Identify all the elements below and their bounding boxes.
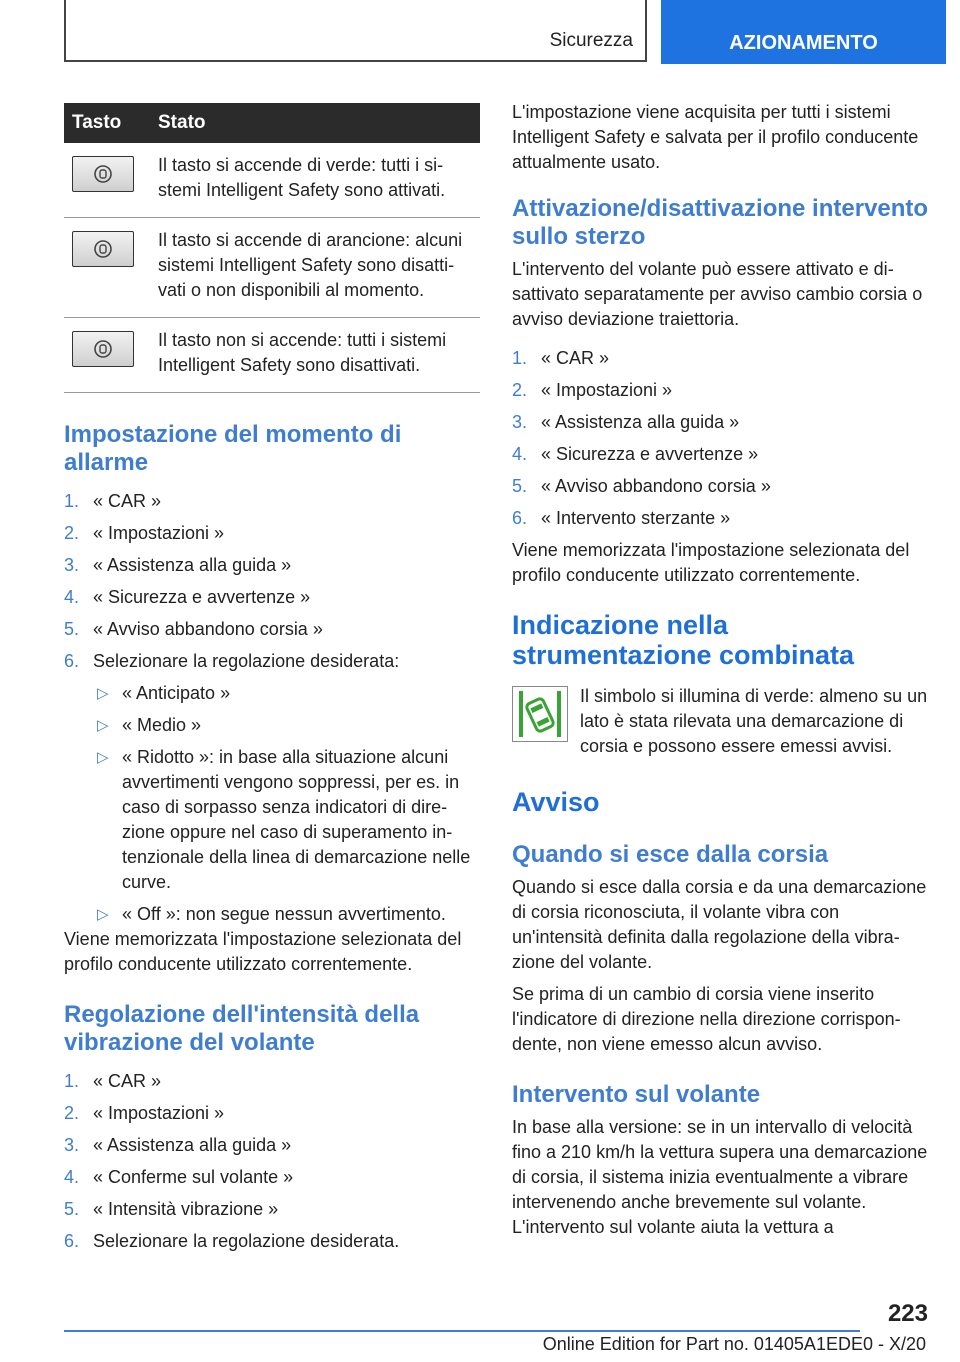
safety-button-icon [72,231,134,267]
left-column [64,100,480,1261]
right-column [512,100,932,1240]
warning-heading: Avviso [512,787,600,817]
list-item: 6. « Intervento sterzante » [512,508,731,528]
header-section-title: Sicurezza [549,30,633,51]
alarm-options [93,681,480,927]
triangle-bullet-icon: ▷ [97,749,109,766]
list-item: ▷ « Anticipato » [93,681,480,706]
list-item: 5. « Avviso abbandono corsia » [64,619,323,639]
alarm-heading: Impostazione del momento di allarme [64,421,402,476]
alarm-steps [64,489,480,927]
table-cell-state: Il tasto si accende di arancione: alcuni sistemi Intelligent Safety sono disattivati o non disponibili al momento. [150,218,480,318]
steer-steps [512,346,932,531]
status-table [64,103,480,393]
steer-text: L'intervento del volante può essere attivato e disattivato separatamente per avviso cambio corsia o avviso deviazione traiettoria. [512,259,923,329]
footer-edition: Online Edition for Part no. 01405A1EDE0 - X/20 [542,1334,926,1354]
triangle-bullet-icon: ▷ [97,685,109,702]
page-number: 223 [887,1300,928,1327]
list-item: ▷ « Medio » [93,713,480,738]
table-header-key: Tasto [64,103,150,143]
table-row [64,143,480,218]
list-item: 1. « CAR » [64,491,162,511]
list-item: ▷ « Ridotto »: in base alla situazione alcuni avvertimenti vengono soppressi, per es. in caso di sorpasso senza indicatori di direzione oppure nel caso di superamento intenzionale della linea di demarcazione nelle curve. [97,747,471,892]
intro-text: L'impostazione viene acquisita per tutti i sistemi Intelligent Safety e salvata per il profilo conducente attualmente usato. [512,102,919,172]
table-header-state: Stato [150,103,480,143]
leaving-lane-text-2: Se prima di un cambio di corsia viene inserito l'indicatore di direzione nella direzione corrispondente, non viene emesso alcun avviso. [512,984,901,1054]
list-item: 2. « Impostazioni » [64,1103,225,1123]
header-section-box [64,0,647,62]
footer-divider [64,1330,860,1332]
leaving-lane-heading: Quando si esce dalla corsia [512,841,829,868]
display-symbol-row [512,684,932,759]
list-item: 4. « Conferme sul volante » [64,1167,294,1187]
display-text: Il simbolo si illumina di verde: almeno su un lato è stata rilevata una demarcazione di corsia e possono essere emessi avvisi. [580,686,928,756]
steer-note: Viene memorizzata l'impostazione selezionata del profilo conducente utilizzato correntemente. [512,540,910,585]
safety-button-icon [72,331,134,367]
triangle-bullet-icon: ▷ [97,906,109,923]
header-chapter-title: AZIONAMENTO [729,32,878,54]
table-cell-state: Il tasto si accende di verde: tutti i sistemi Intelligent Safety sono attivati. [150,143,480,218]
list-item: 1. « CAR » [64,1071,162,1091]
list-item: 3. « Assistenza alla guida » [512,412,740,432]
display-heading: Indicazione nella strumentazione combinata [512,610,855,670]
list-item: 3. « Assistenza alla guida » [64,1135,292,1155]
leaving-lane-text-1: Quando si esce dalla corsia e da una demarcazione di corsia riconosciuta, il volante vibra con un'intensità definita dalla regolazione della vibrazione del volante. [512,877,927,972]
list-item: 3. « Assistenza alla guida » [64,555,292,575]
table-row [64,318,480,393]
list-item: ▷ « Off »: non segue nessun avvertimento. [93,902,480,927]
vibration-steps [64,1069,480,1254]
steer-heading: Attivazione/disattivazione intervento sullo sterzo [512,195,929,250]
list-item: 6. Selezionare la regolazione desiderata. [64,1231,400,1251]
list-item: 1. « CAR » [512,348,610,368]
steering-text: In base alla versione: se in un intervallo di velocità fino a 210 km/h la vettura supera una demarcazione di corsia, il sistema inizia eventualmente a vibrare intervenendo anche brevemente sul volante. L'intervento sul volante aiuta la vettura a [512,1117,928,1237]
triangle-bullet-icon: ▷ [97,717,109,734]
header-chapter-tab [661,0,946,64]
table-row [64,218,480,318]
list-item: 6. Selezionare la regolazione desiderata: ▷ « Anticipato » ▷ « Medio » ▷ « Ridotto »: in base alla situazione alcuni avvertimenti vengono soppressi, per es. in caso di sorpasso senza indicatori di direzione oppure nel caso di superamento intenzionale della linea di demarcazione nelle curve. ▷ « Off »: non segue nessun avvertimento. [64,649,480,927]
vibration-heading: Regolazione dell'intensità della vibrazione del volante [64,1001,420,1056]
list-item: 4. « Sicurezza e avvertenze » [64,587,311,607]
list-item: 2. « Impostazioni » [64,523,225,543]
alarm-note: Viene memorizzata l'impostazione selezionata del profilo conducente utilizzato correntemente. [64,929,462,974]
safety-button-icon [72,156,134,192]
table-cell-state: Il tasto non si accende: tutti i sistemi Intelligent Safety sono disattivati. [150,318,480,393]
list-item: 2. « Impostazioni » [512,380,673,400]
lane-departure-symbol-icon [512,686,568,742]
steering-heading: Intervento sul volante [512,1081,761,1108]
list-item: 5. « Intensità vibrazione » [64,1199,279,1219]
list-item: 4. « Sicurezza e avvertenze » [512,444,759,464]
list-item: 5. « Avviso abbandono corsia » [512,476,771,496]
